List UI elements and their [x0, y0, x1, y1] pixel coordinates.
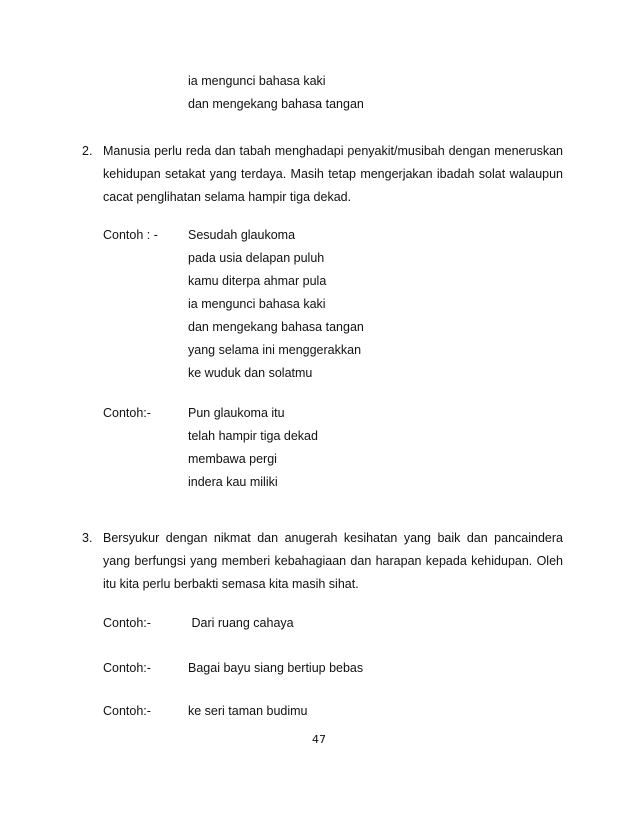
verse-line: Sesudah glaukoma	[188, 228, 296, 242]
verse-line: Dari ruang cahaya	[188, 616, 294, 630]
example-label: Contoh:-	[103, 661, 151, 675]
verse-line: dan mengekang bahasa tangan	[188, 320, 364, 334]
verse-line: ke seri taman budimu	[188, 704, 308, 718]
verse-line: pada usia delapan puluh	[188, 251, 325, 265]
example-label: Contoh:-	[103, 616, 151, 630]
example-label: Contoh : -	[103, 228, 158, 242]
page-number: 47	[312, 733, 326, 746]
verse-line: indera kau miliki	[188, 475, 278, 489]
list-number: 3.	[82, 531, 93, 545]
example-label: Contoh:-	[103, 704, 151, 718]
verse-line: ke wuduk dan solatmu	[188, 366, 313, 380]
paragraph: Bersyukur dengan nikmat dan anugerah kesihatan yang baik dan pancaindera yang berfungsi yang memberi kebahagiaan dan harapan kepada kehidupan. Oleh itu kita perlu berbakti semasa kita masih sihat.	[103, 531, 563, 591]
list-number: 2.	[82, 144, 93, 158]
verse-line: kamu diterpa ahmar pula	[188, 274, 327, 288]
verse-line: ia mengunci bahasa kaki	[188, 74, 326, 88]
verse-line: telah hampir tiga dekad	[188, 429, 318, 443]
verse-line: Bagai bayu siang bertiup bebas	[188, 661, 364, 675]
verse-line: ia mengunci bahasa kaki	[188, 297, 326, 311]
paragraph: Manusia perlu reda dan tabah menghadapi penyakit/musibah dengan meneruskan kehidupan setakat yang terdaya. Masih tetap mengerjakan ibadah solat walaupun cacat penglihatan selama hampir tiga dekad.	[103, 144, 563, 204]
verse-line: Pun glaukoma itu	[188, 406, 285, 420]
verse-line: yang selama ini menggerakkan	[188, 343, 362, 357]
verse-line: dan mengekang bahasa tangan	[188, 97, 364, 111]
example-label: Contoh:-	[103, 406, 151, 420]
verse-line: membawa pergi	[188, 452, 277, 466]
